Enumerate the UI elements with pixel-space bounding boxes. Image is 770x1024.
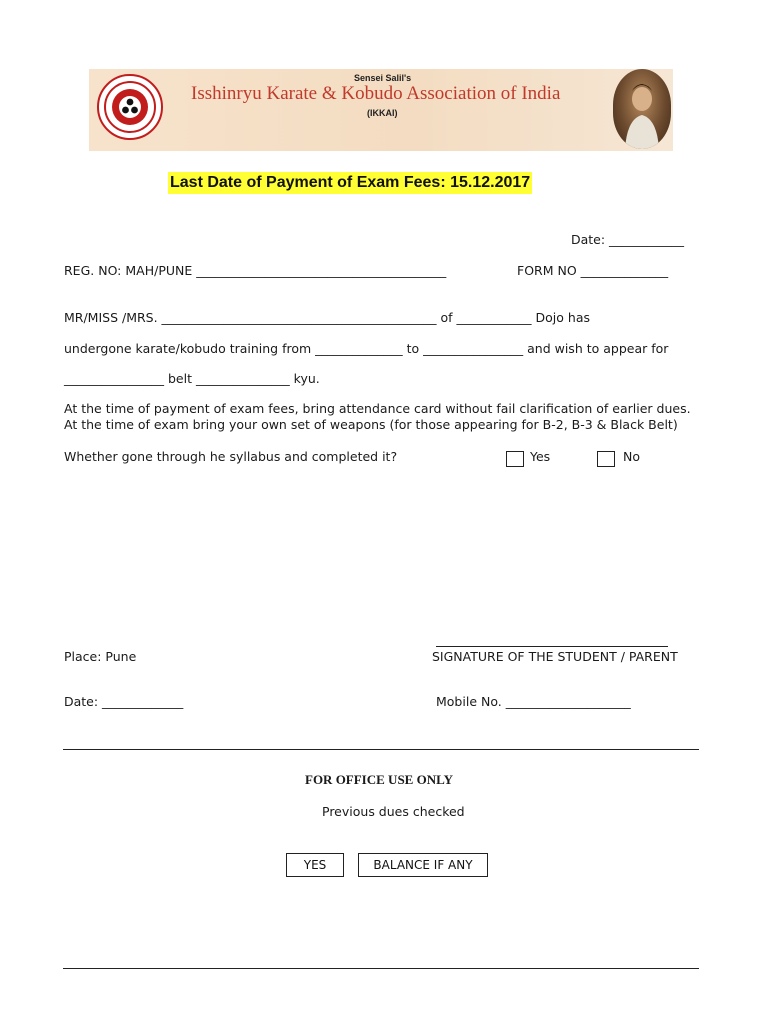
office-yes-box[interactable]: YES — [286, 853, 344, 877]
signature-label: SIGNATURE OF THE STUDENT / PARENT — [432, 649, 678, 664]
place-text: Place: Pune — [64, 649, 137, 664]
syllabus-yes-label: Yes — [530, 449, 551, 464]
section-divider — [63, 749, 699, 750]
form-no-field-line[interactable]: FORM NO ______________ — [517, 263, 669, 278]
syllabus-yes-checkbox[interactable] — [506, 451, 524, 467]
payment-deadline-headline: Last Date of Payment of Exam Fees: 15.12.2017 — [168, 172, 532, 194]
syllabus-no-checkbox[interactable] — [597, 451, 615, 467]
banner-presenter: Sensei Salil's — [354, 73, 412, 83]
signature-line[interactable] — [436, 646, 668, 647]
reg-no-field-line[interactable]: REG. NO: MAH/PUNE ________________________________________ — [64, 263, 447, 278]
banner-organization: Isshinryu Karate & Kobudo Association of India — [191, 83, 561, 104]
banner-abbreviation: (IKKAI) — [367, 108, 398, 118]
previous-dues-label: Previous dues checked — [322, 804, 465, 819]
mobile-no-line[interactable]: Mobile No. ____________________ — [436, 694, 631, 709]
bottom-divider — [63, 968, 699, 969]
belt-kyu-line[interactable]: ________________ belt _______________ kyu. — [64, 371, 320, 386]
ikkai-seal-icon — [97, 74, 163, 140]
office-use-title: FOR OFFICE USE ONLY — [305, 772, 453, 787]
name-field-line[interactable]: MR/MISS /MRS. ____________________________________________ of ____________ Dojo has — [64, 310, 590, 325]
header-banner — [89, 69, 673, 151]
syllabus-no-label: No — [623, 449, 640, 464]
founder-photo-icon — [613, 69, 671, 149]
syllabus-question: Whether gone through he syllabus and completed it? — [64, 449, 398, 464]
office-balance-box[interactable]: BALANCE IF ANY — [358, 853, 488, 877]
footer-date-line[interactable]: Date: _____________ — [64, 694, 184, 709]
date-field-line[interactable]: Date: ____________ — [571, 232, 685, 247]
training-period-line[interactable]: undergone karate/kobudo training from ______________ to ________________ and wish to appear for — [64, 341, 669, 356]
instructions-paragraph: At the time of payment of exam fees, bring attendance card without fail clarification of earlier dues. At the time of exam bring your own set of weapons (for those appearing for B-2, B-3 & Black Belt) — [64, 401, 691, 432]
